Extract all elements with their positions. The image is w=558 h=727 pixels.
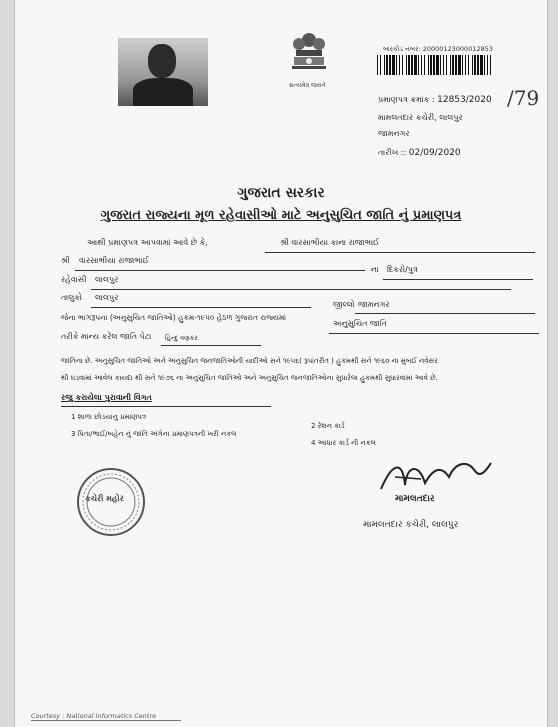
son-of-label: ના [371,265,379,274]
signatory-title: મામલતદાર [395,494,435,504]
certificate-title: ગુજરાત રાજ્યના મૂળ રહેવાસીઓ માટે અનુસુચિત જાતિ નું પ્રમાણપત્ર [100,208,462,223]
signature-icon [375,455,495,503]
footer-courtesy: Courtesy : National Informatics Centre [31,712,157,720]
doc-item-3: 3 પિતા/ભાઈ/બહેન નું જાતિ અંગેના પ્રમાણપત્રની ખરી નકલ [71,430,237,438]
taluka-value: લાલપુર [95,293,119,302]
applicant-photo [118,38,208,106]
resident-value: લાલપુર [95,275,119,284]
resident-label: રહેવાસી [61,275,87,284]
district-value: જામનગર [358,300,390,309]
cert-number-handwritten: /79 [507,86,540,110]
cert-number-row [378,95,492,105]
father-name: વારસાભીયા રાજાભાઈ [79,256,149,265]
issue-date-row [378,148,461,158]
seal-text: કચેરી મહોર [85,494,124,503]
cert-number-label: પ્રમાણપત્ર ક્રમાંક : [378,95,435,104]
barcode-number: બારકોડ નંબર: 20000123000012853 [383,45,494,53]
shri-label: શ્રી [61,256,70,265]
district-label: જીલ્લો [333,300,355,309]
national-emblem-icon [287,30,331,80]
certificate-sheet [14,0,548,727]
emblem-caption: સત્યમેવ જયતે [289,82,326,89]
office-name: મામલતદાર કચેરી, લાલપુર [378,113,463,122]
applicant-name: શ્રી વારસાભીયા કાના રાજાભાઈ [280,238,380,247]
doc-item-2: 2 રેશન કાર્ડ [311,422,345,430]
intro-text: આથી પ્રમાણપત્ર આપવામાં આવે છે કે, [87,238,208,247]
office-district: જામનગર [378,129,410,138]
taluka-label: તાલુકો [61,293,82,302]
barcode-icon [377,55,493,75]
son-of-value: દિકરો/પુત્ર [387,265,418,274]
docs-heading: રજુ કરાયેલા પુરાવાની વિગત [61,393,152,402]
issue-date-label: તારીખ :: [378,148,407,157]
caste-category: અનુસુચિત જાતિ [333,319,387,328]
signatory-office: મામલતદાર કચેરી, લાલપુર [363,520,459,530]
order-text: જેના ભાગરૂપના (અનુસુચિત જાતિઓ) હુકમ-૧૯૫૦ હેઠળ ગુજરાત રાજ્યમાં [61,313,287,322]
issue-date-value: 02/09/2020 [408,148,461,158]
body-line-2: થી ઘડવામાં આવેલ કાયદા થી સને ૧૯૭૬ ના અનુસુચિત જાતિઓ અને અનુસુચિત જનજાતિઓના સુધારેલા હુકમથી સુધારવામાં આવે છે. [61,374,438,382]
caste-value: હિન્દુ વણકર [165,334,198,342]
body-line-1: જાતિના છે. અનુસુચિત જાતિઓ અને અનુસુચિત જનજાતિઓની યાદીઓ સને ૧૯૫૬( રૂપાંતરીત ) હુકમથી સને ૧૯૬૦ ના મુંબઈ નવેસર [61,357,438,365]
caste-label: તરીકે માન્ય કરેલ જાતિ પેટા [61,332,152,341]
gov-title: ગુજરાત સરકાર [237,185,325,201]
doc-item-1: 1 શાળા છોડયાનુ પ્રમાણપત્ર [71,413,147,421]
doc-item-4: 4 આધાર કાર્ડ ની નકલ [311,439,376,447]
cert-number-value: 12853/2020 [437,95,492,105]
